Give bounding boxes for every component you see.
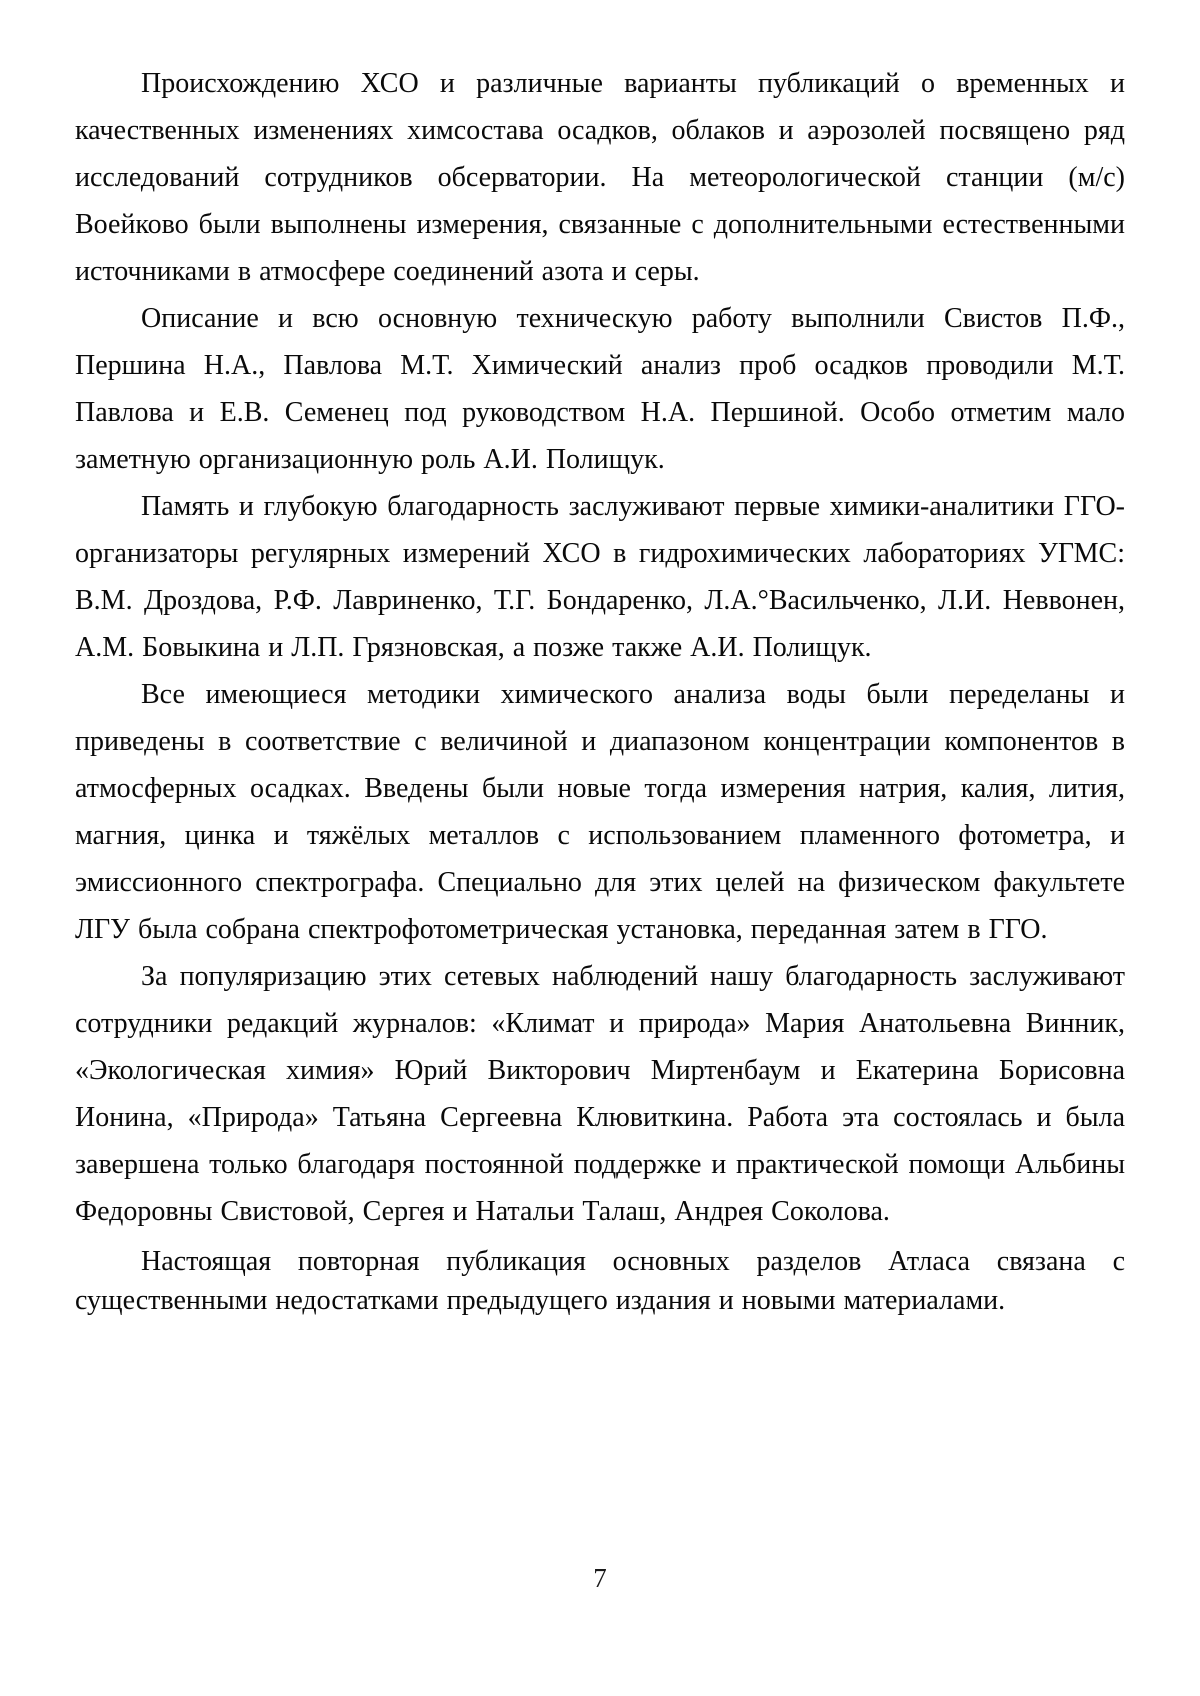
- page-number: 7: [593, 1563, 607, 1593]
- paragraph-origin-hco: Происхождению ХСО и различные варианты публикаций о временных и качественных изменениях химсостава осадков, облаков и аэрозолей посвящено ряд исследований сотрудников обсерватории. На метеорологической станции (м/с) Воейково были выполнены измерения, связанные с дополнительными естественными источниками в атмосфере соединений азота и серы.: [75, 68, 1125, 287]
- paragraph-methods: Все имеющиеся методики химического анализа воды были переделаны и приведены в соответствие с величиной и диапазоном концентрации компонентов в атмосферных осадках. Введены были новые тогда измерения натрия, калия, лития, магния, цинка и тяжёлых металлов с использованием пламенного фотометра, и эмиссионного спектрографа. Специально для этих целей на физическом факультете ЛГУ была собрана спектрофотометрическая установка, переданная затем в ГГО.: [75, 679, 1125, 945]
- paragraph-republication: Настоящая повторная публикация основных разделов Атласа связана с существенными недостатками предыдущего издания и новыми материалами.: [75, 1246, 1125, 1316]
- paragraph-technical-work: Описание и всю основную техническую работу выполнили Свистов П.Ф., Першина Н.А., Павлова М.Т. Химический анализ проб осадков проводили М.Т. Павлова и Е.В. Семенец под руководством Н.А. Першиной. Особо отметим мало заметную организационную роль А.И. Полищук.: [75, 303, 1125, 475]
- text-block: [75, 60, 1125, 1320]
- paragraph-chemists-analysts: Память и глубокую благодарность заслуживают первые химики-аналитики ГГО-организаторы регулярных измерений ХСО в гидрохимических лабораториях УГМС: В.М. Дроздова, Р.Ф. Лавриненко, Т.Г. Бондаренко, Л.А.°Васильченко, Л.И. Неввонен, А.М. Бовыкина и Л.П. Грязновская, а позже также А.И. Полищук.: [75, 491, 1125, 663]
- paragraph-popularization: За популяризацию этих сетевых наблюдений нашу благодарность заслуживают сотрудники редакций журналов: «Климат и природа» Мария Анатольевна Винник, «Экологическая химия» Юрий Викторович Миртенбаум и Екатерина Борисовна Ионина, «Природа» Татьяна Сергеевна Клювиткина. Работа эта состоялась и была завершена только благодаря постоянной поддержке и практической помощи Альбины Федоровны Свистовой, Сергея и Натальи Талаш, Андрея Соколова.: [75, 961, 1125, 1227]
